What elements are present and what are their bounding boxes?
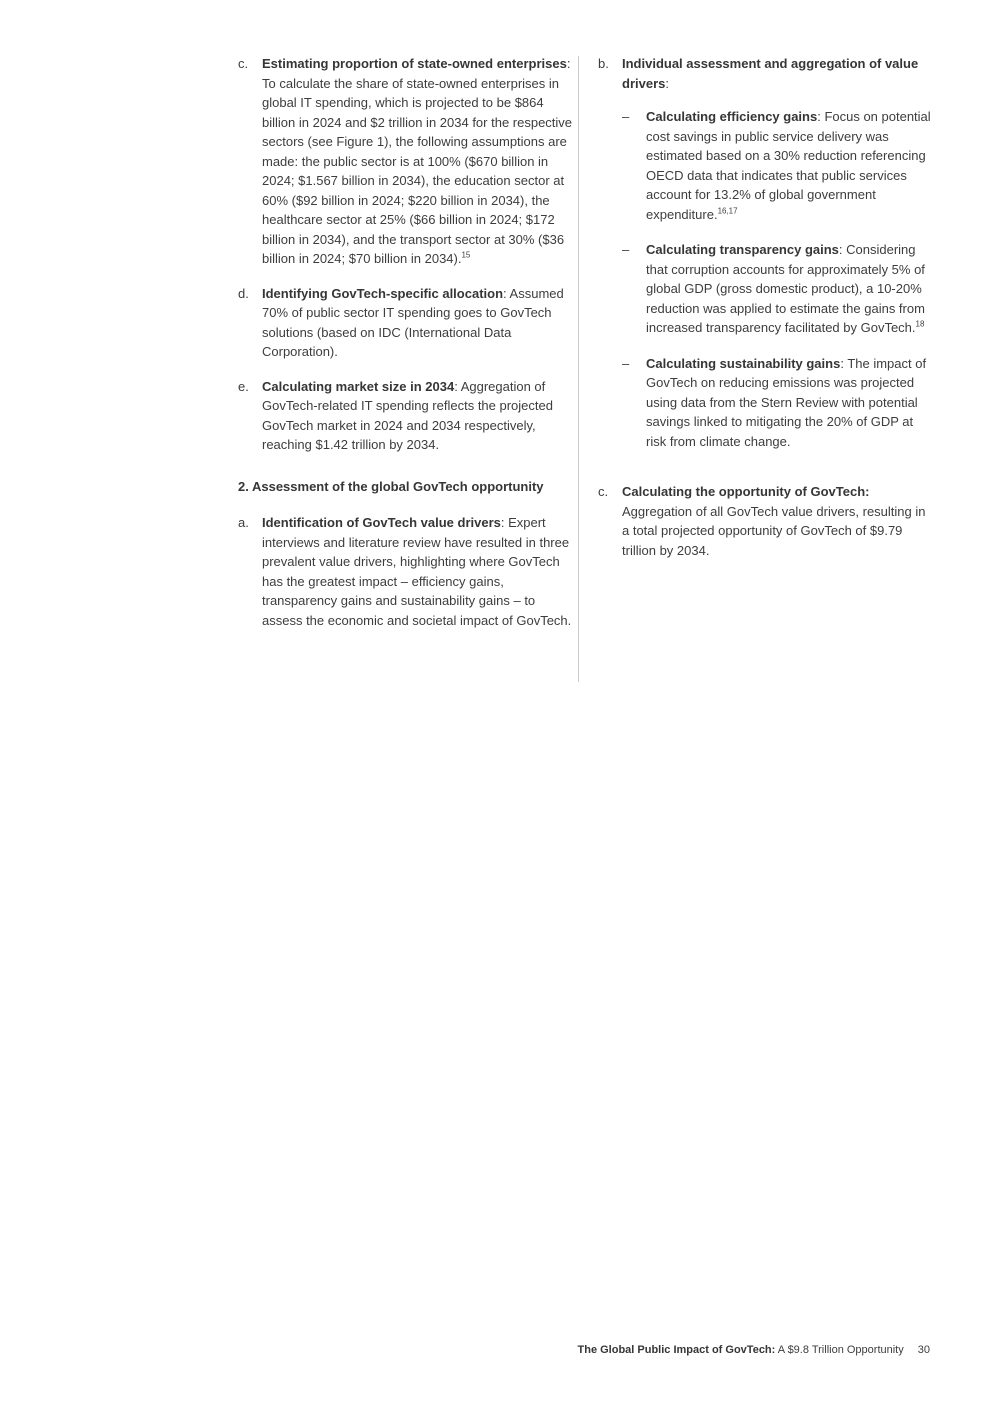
item-label: d. [238,285,249,301]
list-item-a-value-drivers [238,513,574,630]
item-paragraph [262,284,574,362]
item-bold-lead: Calculating market size in 2034 [262,378,455,394]
item-paragraph [262,513,574,630]
dash-marker: – [622,355,630,371]
item-body-text: : To calculate the share of state-owned enterprises in global IT spending, which is projected to be $864 billion in 2024 and $2 trillion in 2034 for the respective sectors (see Figure 1), the following assumptions are made: the public sector is at 100% ($670 billion in 2024; $1.567 billion in 2034), the education sector at 60% ($92 billion in 2024; $220 billion in 2034), the healthcare sector at 25% ($66 billion in 2024; $172 billion in 2034), and the transport sector at 30% ($36 billion in 2024; $70 billion in 2034). [262,56,573,266]
item-bold-lead: Identification of GovTech value drivers [262,515,501,530]
sub-item-paragraph [646,240,934,338]
footer-report-title: The Global Public Impact of GovTech: [577,1344,776,1356]
item-bold-lead: Calculating efficiency gains [646,109,818,124]
list-item-c-opportunity [598,482,934,560]
item-bold-lead: Estimating proportion of state-owned enterprises [262,56,567,71]
sub-item-efficiency-gains [622,107,934,224]
item-body-text: : Considering that corruption accounts for approximately 5% of global GDP (gross domestic product), a 10-20% reduction was applied to estimate the gains from increased transparency facilitated by GovTech. [646,242,925,335]
sub-item-transparency-gains [622,240,934,338]
right-column [598,54,934,575]
footnote-ref: 18 [915,319,925,329]
sub-item-paragraph [646,107,934,224]
page-footer [0,1343,930,1357]
item-body-text: Aggregation of all GovTech value drivers, resulting in a total projected opportunity of GovTech of $9.79 trillion by 2034. [622,503,926,558]
item-paragraph [622,54,934,467]
item-label: c. [598,484,609,499]
item-bold-lead: Calculating sustainability gains [646,355,841,371]
item-paragraph [262,54,574,269]
item-bold-lead: Identifying GovTech-specific allocation [262,285,504,301]
item-body-text: : Focus on potential cost savings in public service delivery was estimated based on a 30% reduction referencing OECD data that indicates that public services account for 13.2% of global government expenditure. [646,109,931,222]
dash-marker: – [622,109,630,124]
item-body-text: : [665,75,669,91]
section-heading-assessment: 2. Assessment of the global GovTech opportunity [238,478,544,494]
footer-report-subtitle: A $9.8 Trillion Opportunity [775,1344,904,1356]
dash-marker: – [622,242,630,257]
item-label: e. [238,378,249,394]
list-item-c-state-owned [238,54,574,269]
item-bold-lead: Individual assessment and aggregation of value drivers [622,56,919,91]
sub-item-list [622,107,934,451]
sub-item-sustainability-gains [622,354,934,452]
item-bold-lead: Calculating transparency gains [646,242,839,257]
sub-item-paragraph [646,354,934,452]
item-body-text: : Assumed 70% of public sector IT spending goes to GovTech solutions (based on IDC (International Data Corporation). [262,285,564,359]
item-body-text: : Aggregation of GovTech-related IT spending reflects the projected GovTech market in 2024 and 2034 respectively, reaching $1.42 trillion by 2034. [262,378,553,452]
item-bold-lead: Calculating the opportunity of GovTech: [622,484,870,499]
item-body-text: : Expert interviews and literature review have resulted in three prevalent value drivers, highlighting where GovTech has the greatest impact – efficiency gains, transparency gains and sustainability gains – to assess the economic and societal impact of GovTech. [262,515,572,628]
item-paragraph [622,482,934,560]
item-paragraph [262,377,574,455]
list-item-e-market-size [238,377,574,455]
list-item-d-allocation [238,284,574,362]
page-number: 30 [917,1344,930,1356]
left-column [238,54,574,645]
item-body-text: : The impact of GovTech on reducing emissions was projected using data from the Stern Review with potential savings linked to mitigating the 20% of GDP at risk from climate change. [646,355,927,449]
item-label: c. [238,56,249,71]
column-divider [578,56,579,682]
item-label: b. [598,56,609,71]
footnote-ref: 15 [461,250,471,260]
item-label: a. [238,515,249,530]
footnote-ref: 16,17 [717,206,738,216]
list-item-b-individual-assessment [598,54,934,467]
